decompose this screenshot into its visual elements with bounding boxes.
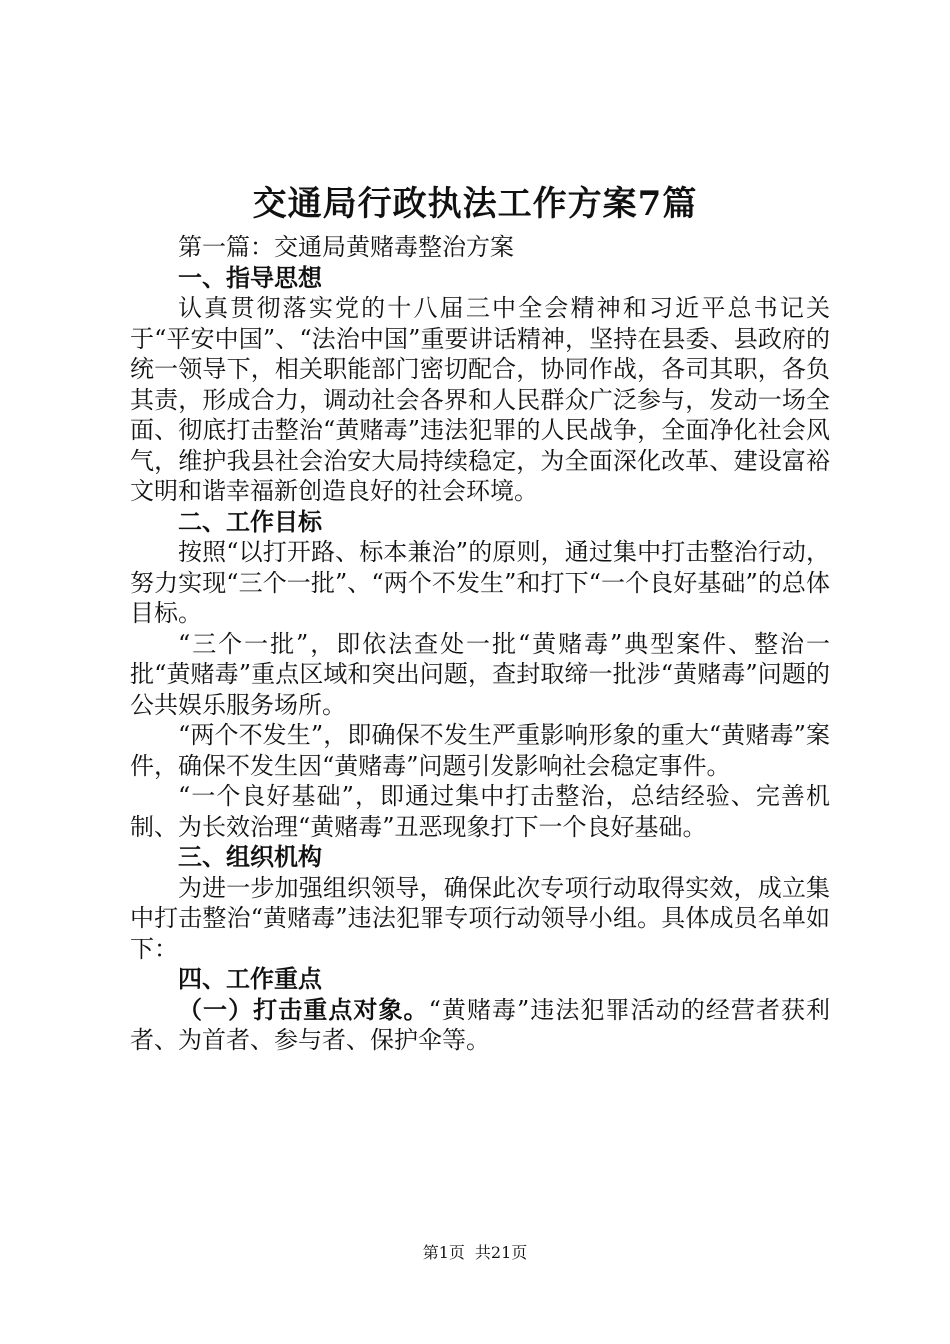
paragraph: “一个良好基础”，即通过集中打击整治，总结经验、完善机制、为长效治理“黄赌毒”丑恶现象打下一个良好基础。 [130,782,830,841]
section-heading-2: 二、工作目标 [178,506,322,536]
paragraph: “三个一批”，即依法查处一批“黄赌毒”典型案件、整治一批“黄赌毒”重点区域和突出问题，查封取缔一批涉“黄赌毒”问题的公共娱乐服务场所。 [130,629,830,719]
paragraph [130,995,830,1056]
paragraph: “两个不发生”，即确保不发生严重影响形象的重大“黄赌毒”案件，确保不发生因“黄赌毒”问题引发影响社会稳定事件。 [130,721,830,780]
page-footer [0,1243,950,1263]
paragraph: 认真贯彻落实党的十八届三中全会精神和习近平总书记关于“平安中国”、“法治中国”重要讲话精神，坚持在县委、县政府的统一领导下，相关职能部门密切配合，协同作战，各司其职，各负其责，形成合力，调动社会各界和人民群众广泛参与，发动一场全面、彻底打击整治“黄赌毒”违法犯罪的人民战争，全面净化社会风气，维护我县社会治安大局持续稳定，为全面深化改革、建设富裕文明和谐幸福新创造良好的社会环境。 [130,294,830,505]
subsection-heading: （一）打击重点对象。 [178,994,429,1024]
document-title: 交通局行政执法工作方案7篇 [252,184,698,224]
paragraph: 为进一步加强组织领导，确保此次专项行动取得实效，成立集中打击整治“黄赌毒”违法犯罪专项行动领导小组。具体成员名单如下： [130,873,830,963]
document-body [130,232,830,1056]
paragraph-text: “黄赌毒”违法犯罪活动的经营者获利者、为首者、参与者、保护伞等。 [130,995,830,1054]
page-number: 第1页 [422,1243,465,1262]
chapter-heading: 第一篇：交通局黄赌毒整治方案 [178,233,514,261]
section-heading-3: 三、组织机构 [178,842,322,871]
section-heading-1: 一、指导思想 [178,262,322,292]
page-total: 共21页 [474,1243,528,1262]
paragraph: 按照“以打开路、标本兼治”的原则，通过集中打击整治行动，努力实现“三个一批”、“两个不发生”和打下“一个良好基础”的总体目标。 [130,538,830,627]
section-heading-4: 四、工作重点 [178,964,322,993]
